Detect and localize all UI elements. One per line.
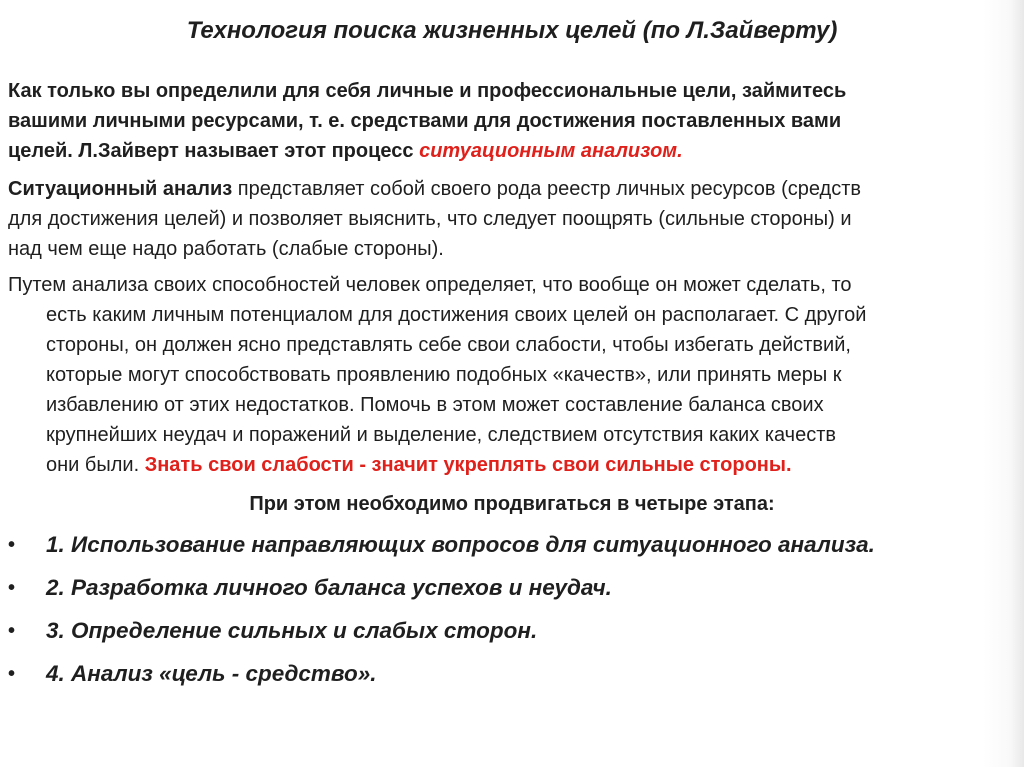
bullet-icon: • [8,534,16,556]
abilities-paragraph [8,270,1008,480]
stage-item-4 [8,656,1008,699]
analysis-lead-term: Ситуационный анализ [8,178,233,200]
abilities-line-1: Путем анализа своих способностей человек определяет, что вообще он может сделать, то [8,274,852,296]
abilities-line-6: крупнейших неудач и поражений и выделение, следствием отсутствия каких качеств [46,424,836,446]
slide-title: Технология поиска жизненных целей (по Л.Зайверту) [186,17,838,44]
bullet-icon: • [8,663,16,685]
abilities-line-5: избавлению от этих недостатков. Помочь в этом может составление баланса своих [46,394,824,416]
weakness-strength-highlight: Знать свои слабости - значит укреплять свои сильные стороны. [144,454,792,476]
situational-analysis-highlight: ситуационным анализом. [419,140,683,162]
abilities-line-3: стороны, он должен ясно представлять себе свои слабости, чтобы избегать действий, [46,334,851,356]
analysis-line-3: над чем еще надо работать (слабые стороны). [8,238,444,260]
intro-line-3 [8,136,1008,166]
slide-edge-shadow [1010,0,1024,767]
stage-item-1 [8,527,1008,570]
analysis-line-1 [8,174,1008,204]
stage-text-4: 4. Анализ «цель - средство». [46,661,377,686]
analysis-line-2: для достижения целей) и позволяет выяснить, что следует поощрять (сильные стороны) и [8,208,852,230]
abilities-line-7-text: они были. [46,454,145,476]
stages-intro: При этом необходимо продвигаться в четыре этапа: [249,493,775,515]
abilities-line-7 [8,450,1008,480]
stage-text-1: 1. Использование направляющих вопросов для ситуационного анализа. [46,532,875,557]
stage-text-3: 3. Определение сильных и слабых сторон. [46,618,538,643]
abilities-line-4: которые могут способствовать проявлению подобных «качеств», или принять меры к [46,364,842,386]
stage-text-2: 2. Разработка личного баланса успехов и неудач. [46,575,612,600]
bullet-icon: • [8,577,16,599]
situational-analysis-paragraph [8,174,1008,264]
intro-line-3-text: целей. Л.Зайверт называет этот процесс [8,140,420,162]
analysis-line-1-rest: представляет собой своего рода реестр личных ресурсов (средств [232,178,861,200]
abilities-line-2: есть каким личным потенциалом для достижения своих целей он располагает. С другой [46,304,867,326]
bullet-icon: • [8,620,16,642]
stages-list [8,527,1008,699]
stage-item-3 [8,613,1008,656]
intro-paragraph [8,76,1008,166]
intro-line-1: Как только вы определили для себя личные и профессиональные цели, займитесь [8,80,847,102]
stage-item-2 [8,570,1008,613]
intro-line-2: вашими личными ресурсами, т. е. средствами для достижения поставленных вами [8,110,842,132]
